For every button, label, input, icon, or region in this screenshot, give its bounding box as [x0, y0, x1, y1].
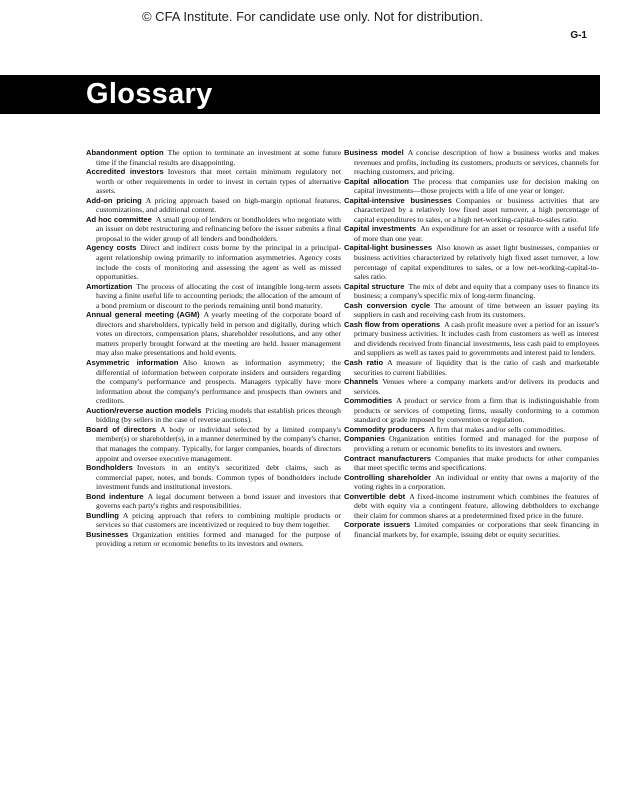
- glossary-term: Contract manufacturers: [344, 453, 432, 463]
- glossary-term: Capital allocation: [344, 176, 409, 186]
- glossary-entry: [86, 511, 341, 530]
- glossary-entry: [344, 492, 599, 521]
- glossary-entry: [344, 396, 599, 425]
- glossary-definition: An individual or entity that owns a majority of the voting rights in a corporation.: [354, 472, 599, 492]
- glossary-term: Bond indenture: [86, 491, 144, 501]
- glossary-definition: The process that companies use for decision making on capital investments—those projects with a life of one year or longer.: [354, 176, 599, 196]
- glossary-entry: [86, 310, 341, 358]
- glossary-term: Companies: [344, 434, 385, 444]
- glossary-entry: [344, 358, 599, 377]
- page-number: G-1: [570, 30, 587, 41]
- glossary-entry: [344, 224, 599, 243]
- glossary-term: Business model: [344, 148, 404, 157]
- copyright-watermark: © CFA Institute. For candidate use only. Not for distribution.: [141, 9, 483, 24]
- glossary-entry: [86, 167, 341, 196]
- glossary-term: Corporate issuers: [344, 520, 411, 530]
- glossary-entry: [86, 282, 341, 311]
- glossary-term: Convertible debt: [344, 491, 406, 501]
- glossary-term: Abandonment option: [86, 148, 164, 157]
- glossary-entry: [344, 243, 599, 281]
- glossary-definition: Investors in an entity's securitized debt claims, such as commercial paper, notes, and bonds. Common types of bondholders include investment funds and institutional investors.: [96, 463, 341, 492]
- glossary-term: Capital-intensive businesses: [344, 195, 452, 205]
- glossary-term: Businesses: [86, 529, 129, 539]
- glossary-definition: A firm that makes and/or sells commodities.: [429, 424, 566, 434]
- glossary-entry: [86, 148, 341, 167]
- glossary-term: Agency costs: [86, 243, 137, 253]
- glossary-definition: Organization entities formed and managed for the purpose of providing a return or economic benefits to its investors and owners.: [96, 529, 341, 549]
- glossary-definition: A product or service from a firm that is indistinguishable from products or services of competing firms, usually conforming to a common standard or grade imposed by convention or regulation.: [354, 396, 599, 425]
- glossary-entry: [86, 530, 341, 549]
- glossary-term: Cash ratio: [344, 358, 384, 368]
- glossary-entry: [86, 215, 341, 244]
- glossary-entry: [344, 301, 599, 320]
- glossary-definition: Organization entities formed and managed for the purpose of providing a return or economic benefits to its investors and owners.: [354, 434, 599, 453]
- glossary-definition: Venues where a company markets and/or delivers its products and services.: [354, 377, 599, 396]
- glossary-definition: A pricing approach based on high-margin optional features, customizations, and additional content.: [96, 195, 341, 215]
- glossary-entry: [86, 406, 341, 425]
- glossary-definition: Companies or business activities that are characterized by a relatively low fixed asset turnover, a high percentage of capital expenditures to sales, or a high net-working-capital-to-sales ratio.: [354, 195, 599, 224]
- glossary-definition: A measure of liquidity that is the ratio of cash and marketable securities to current liabilities.: [354, 358, 600, 377]
- glossary-column-right: [344, 148, 599, 539]
- glossary-entry: [344, 434, 599, 453]
- glossary-term: Accredited investors: [86, 167, 164, 177]
- glossary-definition: A body or individual selected by a limited company's member(s) or shareholder(s), in a manner determined by the company's charter, that manages the company. Typically, for larger companies, boards of directors appoint and oversee executive management.: [96, 424, 341, 463]
- glossary-definition: Direct and indirect costs borne by the principal in a principal-agent relationship owing primarily to information asymmetries. Agency costs include the costs of monitoring and assessing the agent as well as missed opportunities.: [96, 243, 341, 282]
- glossary-term: Cash flow from operations: [344, 319, 441, 329]
- glossary-term: Cash conversion cycle: [344, 300, 431, 310]
- glossary-definition: A pricing approach that refers to combining multiple products or services so that customers are incentivized or required to buy them together.: [96, 510, 341, 530]
- glossary-entry: [344, 377, 599, 396]
- glossary-definition: A cash profit measure over a period for an issuer's primary business activities. It includes cash from customers as well as interest and dividends received from financial investments, less cash paid to employees and suppliers as well as taxes paid to governments and interest paid to lenders.: [354, 319, 599, 358]
- glossary-column-left: [86, 148, 341, 549]
- glossary-definition: The process of allocating the cost of intangible long-term assets having a finite useful life to accounting periods; the allocation of the amount of a bond premium or discount to the periods remaining until bond maturity.: [96, 281, 341, 310]
- glossary-definition: Limited companies or corporations that seek financing in financial markets by, for example, issuing debt or equity securities.: [354, 520, 599, 539]
- glossary-definition: A legal document between a bond issuer and investors that governs each party's rights and responsibilities.: [96, 491, 341, 511]
- glossary-term: Ad hoc committee: [86, 214, 152, 224]
- glossary-definition: An expenditure for an asset or resource with a useful life of more than one year.: [354, 224, 599, 243]
- glossary-term: Annual general meeting (AGM): [86, 310, 200, 320]
- glossary-definition: A yearly meeting of the corporate board of directors and shareholders, typically held in person and digitally, during which votes on directors, compensation plans, shareholder resolutions, and any other matters properly brought forward at the meeting are held. Issuer management may also make presentations and hold events.: [96, 310, 341, 358]
- glossary-term: Bondholders: [86, 463, 133, 473]
- glossary-entry: [86, 463, 341, 492]
- glossary-term: Capital structure: [344, 281, 405, 291]
- glossary-entry: [86, 196, 341, 215]
- glossary-term: Capital-light businesses: [344, 243, 433, 253]
- glossary-definition: Investors that meet certain minimum regulatory net worth or other requirements in order to invest in certain types of alternative assets.: [96, 167, 341, 196]
- glossary-term: Add-on pricing: [86, 195, 142, 205]
- glossary-entry: [86, 243, 341, 281]
- glossary-definition: Also known as information asymmetry; the differential of information between corporate insiders and outsiders regarding the company's performance and prospects. Managers typically have more information about the company's performance and prospects than owners and creditors.: [96, 358, 341, 406]
- glossary-definition: A small group of lenders or bondholders who negotiate with an issuer on debt restructuring and refinancing before the issuer submits a final proposal to the wider group of all lenders and bondholders.: [96, 214, 342, 243]
- glossary-term: Amortization: [86, 281, 133, 291]
- glossary-entry: [344, 148, 599, 177]
- glossary-definition: The option to terminate an investment at some future time if the financial results are disappointing.: [96, 148, 341, 167]
- glossary-entry: [86, 358, 341, 406]
- glossary-entry: [344, 425, 599, 435]
- glossary-entry: [344, 282, 599, 301]
- glossary-term: Commodity producers: [344, 424, 426, 434]
- glossary-term: Channels: [344, 377, 379, 387]
- page-title: Glossary: [86, 78, 213, 110]
- glossary-entry: [86, 492, 341, 511]
- glossary-term: Asymmetric information: [86, 358, 179, 368]
- glossary-entry: [344, 473, 599, 492]
- glossary-entry: [344, 520, 599, 539]
- glossary-term: Board of directors: [86, 424, 157, 434]
- glossary-term: Controlling shareholder: [344, 472, 432, 482]
- glossary-entry: [344, 177, 599, 196]
- glossary-entry: [344, 196, 599, 225]
- glossary-definition: Companies that make products for other companies that meet specific terms and specifications.: [354, 453, 599, 473]
- glossary-term: Auction/reverse auction models: [86, 405, 202, 415]
- chapter-banner: [0, 75, 600, 114]
- glossary-definition: The mix of debt and equity that a company uses to finance its business; a company's specific mix of long-term financing.: [354, 281, 600, 301]
- glossary-entry: [86, 425, 341, 463]
- glossary-definition: Also known as asset light businesses, companies or business activities characterized by relatively high fixed asset turnover, a low percentage of capital expenditures to sales, or a low net-working-capital-to-sales ratio.: [354, 243, 599, 282]
- glossary-entry: [344, 454, 599, 473]
- glossary-definition: The amount of time between an issuer paying its suppliers in cash and receiving cash from its customers.: [354, 300, 599, 320]
- glossary-definition: Pricing models that establish prices through bidding (by sellers in the case of reverse auctions).: [96, 405, 341, 425]
- glossary-entry: [344, 320, 599, 358]
- glossary-term: Bundling: [86, 510, 119, 520]
- glossary-term: Commodities: [344, 396, 393, 406]
- glossary-definition: A fixed-income instrument which combines the features of debt with equity via a contingent feature, allowing debtholders to exchange their claim for common shares at a predetermined fixed price in the future.: [354, 491, 599, 520]
- glossary-definition: A concise description of how a business works and makes revenues and profits, including its customers, products or services, channels for reaching customers, and pricing.: [354, 148, 599, 177]
- glossary-term: Capital investments: [344, 224, 417, 234]
